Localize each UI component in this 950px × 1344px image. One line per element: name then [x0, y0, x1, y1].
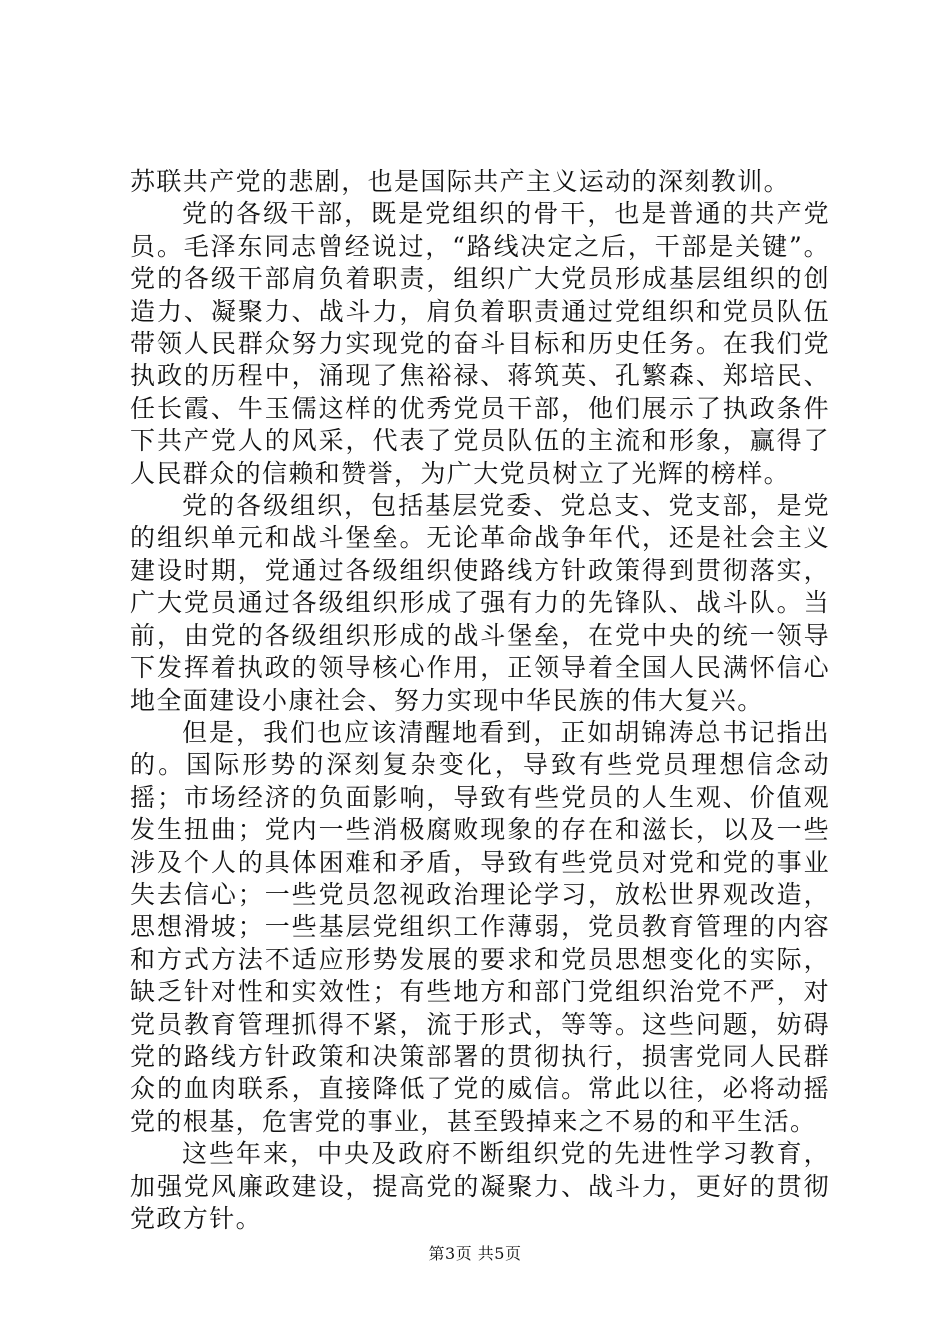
paragraph-5: 这些年来，中央及政府不断组织党的先进性学习教育，加强党风廉政建设，提高党的凝聚力、战斗力，更好的贯彻党政方针。	[130, 1139, 830, 1233]
body-text	[130, 166, 830, 1235]
paragraph-4: 但是，我们也应该清醒地看到，正如胡锦涛总书记指出的。国际形势的深刻复杂变化，导致有些党员理想信念动摇；市场经济的负面影响，导致有些党员的人生观、价值观发生扭曲；党内一些消极腐败现象的存在和滋长，以及一些涉及个人的具体困难和矛盾，导致有些党员对党和党的事业失去信心；一些党员忽视政治理论学习，放松世界观改造，思想滑坡；一些基层党组织工作薄弱，党员教育管理的内容和方式方法不适应形势发展的要求和党员思想变化的实际，缺乏针对性和实效性；有些地方和部门党组织治党不严，对党员教育管理抓得不紧，流于形式，等等。这些问题，妨碍党的路线方针政策和决策部署的贯彻执行，损害党同人民群众的血肉联系，直接降低了党的威信。常此以往，必将动摇党的根基，危害党的事业，甚至毁掉来之不易的和平生活。	[130, 717, 830, 1136]
page-number-footer: 第3页 共5页	[428, 1244, 522, 1263]
paragraph-2: 党的各级干部，既是党组织的骨干，也是普通的共产党员。毛泽东同志曾经说过，“路线决定之后，干部是关键”。党的各级干部肩负着职责，组织广大党员形成基层组织的创造力、凝聚力、战斗力，肩负着职责通过党组织和党员队伍带领人民群众努力实现党的奋斗目标和历史任务。在我们党执政的历程中，涌现了焦裕禄、蒋筑英、孔繁森、郑培民、任长霞、牛玉儒这样的优秀党员干部，他们展示了执政条件下共产党人的风采，代表了党员队伍的主流和形象，赢得了人民群众的信赖和赞誉，为广大党员树立了光辉的榜样。	[130, 199, 830, 488]
paragraph-1: 苏联共产党的悲剧，也是国际共产主义运动的深刻教训。	[130, 167, 791, 196]
paragraph-3: 党的各级组织，包括基层党委、党总支、党支部，是党的组织单元和战斗堡垒。无论革命战争年代，还是社会主义建设时期，党通过各级组织使路线方针政策得到贯彻落实，广大党员通过各级组织形成了强有力的先锋队、战斗队。当前，由党的各级组织形成的战斗堡垒，在党中央的统一领导下发挥着执政的领导核心作用，正领导着全国人民满怀信心地全面建设小康社会、努力实现中华民族的伟大复兴。	[130, 491, 830, 715]
